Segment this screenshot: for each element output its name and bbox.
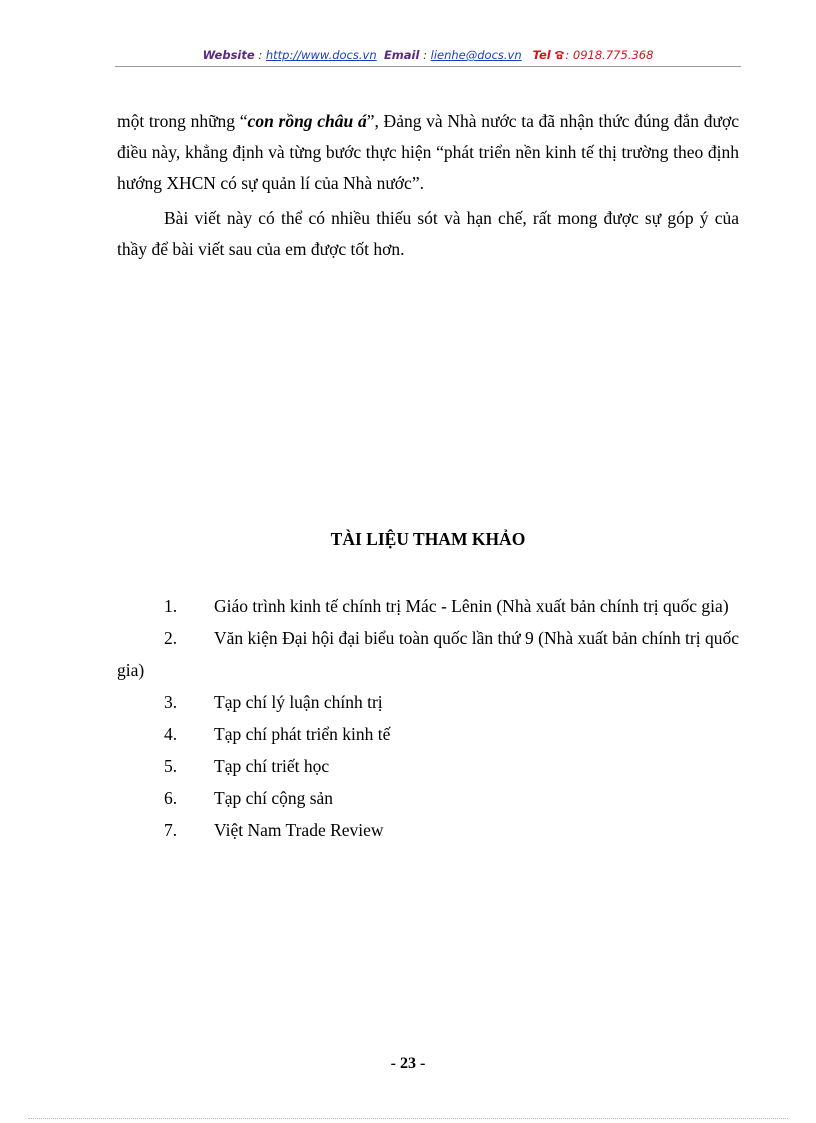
tel-number: : 0918.775.368 — [565, 48, 654, 62]
header-rule — [115, 66, 741, 67]
body-paragraph-2 — [117, 203, 739, 265]
reference-text: Tạp chí triết học — [214, 756, 330, 776]
reference-item — [117, 622, 739, 686]
website-label: Website — [202, 48, 255, 62]
reference-number: 5. — [164, 756, 178, 776]
references-list — [117, 590, 739, 846]
reference-item — [117, 718, 739, 750]
reference-text: Giáo trình kinh tế chính trị Mác - Lênin (Nhà xuất bản chính trị quốc gia) — [214, 596, 729, 616]
reference-item — [117, 590, 739, 622]
reference-text: Tạp chí lý luận chính trị — [214, 692, 383, 712]
reference-text: Văn kiện Đại hội đại biểu toàn quốc lần thứ 9 (Nhà xuất bản chính trị quốc gia) — [117, 628, 739, 680]
page-number: - 23 - — [390, 1055, 426, 1072]
reference-text: Tạp chí cộng sản — [214, 788, 334, 808]
page-bottom-divider — [28, 1118, 788, 1119]
email-link[interactable]: lienhe@docs.vn — [430, 48, 522, 62]
reference-text: Việt Nam Trade Review — [214, 820, 384, 840]
website-link[interactable]: http://www.docs.vn — [265, 48, 377, 62]
reference-number: 7. — [164, 820, 178, 840]
reference-number: 3. — [164, 692, 178, 712]
paragraph-2-text: Bài viết này có thể có nhiều thiếu sót và hạn chế, rất mong được sự góp ý của thầy để bài viết sau của em được tốt hơn. — [117, 208, 739, 259]
reference-number: 6. — [164, 788, 178, 808]
reference-number: 1. — [164, 596, 178, 616]
email-colon: : — [419, 48, 431, 62]
paragraph-1-emphasis: con rồng châu á — [247, 111, 367, 131]
tel-label: Tel — [532, 48, 551, 62]
paragraph-1-text-a: một trong những “ — [117, 111, 248, 131]
reference-text: Tạp chí phát triển kinh tế — [214, 724, 391, 744]
body-paragraph-1 — [117, 106, 739, 199]
page-header — [115, 48, 741, 64]
reference-item — [117, 782, 739, 814]
paragraph-1-text-b: ”, Đảng và Nhà nước ta đã nhận thức đúng đắn được điều này, khẳng định và từng bước thực hiện “phát triển nền kinh tế thị trường theo định hướng XHCN có sự quản lí của Nhà nước”. — [117, 111, 740, 193]
reference-item — [117, 686, 739, 718]
reference-number: 2. — [164, 628, 178, 648]
reference-item — [117, 750, 739, 782]
references-heading: TÀI LIỆU THAM KHẢO — [330, 529, 526, 549]
website-colon: : — [254, 48, 266, 62]
phone-icon — [554, 49, 565, 63]
reference-number: 4. — [164, 724, 178, 744]
reference-item — [117, 814, 739, 846]
email-label: Email — [383, 48, 420, 62]
